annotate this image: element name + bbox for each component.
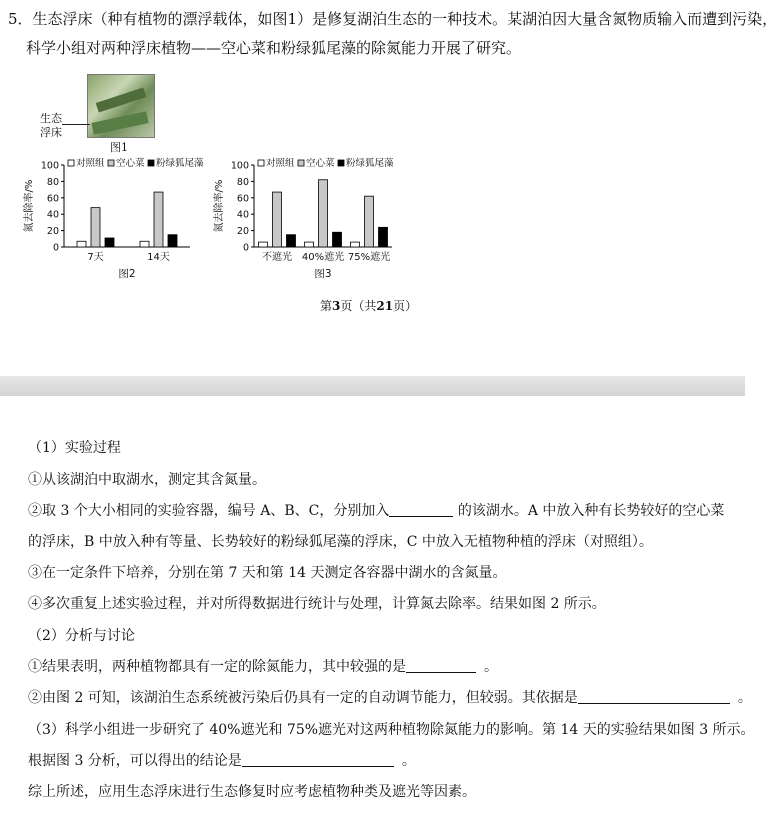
q21-end: 。	[484, 659, 498, 675]
footer-total-pages: 21	[376, 299, 394, 313]
footer-pre: 第	[320, 299, 333, 313]
q21-text: ①结果表明，两种植物都具有一定的除氮能力，其中较强的是	[28, 659, 406, 675]
y-tick-label: 40	[46, 209, 59, 221]
legend-swatch	[148, 160, 154, 166]
figure1-pointer-line	[62, 124, 90, 125]
legend-swatch	[108, 160, 114, 166]
y-axis-label: 氮去除率/%	[214, 179, 225, 233]
x-tick-label: 14天	[147, 252, 170, 263]
bar	[105, 238, 114, 247]
bar	[273, 192, 282, 247]
bar	[140, 241, 149, 247]
y-tick-label: 60	[46, 193, 59, 205]
legend-swatch	[298, 160, 304, 166]
bar	[365, 196, 374, 247]
figure-caption: 图2	[118, 268, 136, 280]
question-2-2	[28, 688, 752, 708]
y-tick-label: 80	[236, 176, 249, 188]
figure3-chart	[212, 155, 412, 285]
figure1-caption: 图1	[110, 141, 128, 154]
y-tick-label: 20	[236, 226, 249, 238]
x-tick-label: 不遮光	[262, 252, 292, 263]
summary-line: 综上所述，应用生态浮床进行生态修复时应考虑植物种类及遮光等因素。	[28, 784, 476, 800]
step-4: ④多次重复上述实验过程，并对所得数据进行统计与处理，计算氮去除率。结果如图 2 所示。	[28, 596, 606, 612]
legend-swatch	[338, 160, 344, 166]
y-tick-label: 40	[236, 209, 249, 221]
y-tick-label: 60	[236, 193, 249, 205]
bar	[168, 235, 177, 247]
q3-text: 根据图 3 分析，可以得出的结论是	[28, 753, 242, 769]
question-line-1: 5．生态浮床（种有植物的漂浮载体，如图1）是修复湖泊生态的一种技术。某湖泊因大量含氮物质输入而遭到污染，	[8, 10, 777, 28]
legend-swatch	[68, 160, 74, 166]
section1-heading: （1）实验过程	[28, 440, 121, 456]
bar	[333, 232, 342, 247]
section2-heading: （2）分析与讨论	[28, 628, 135, 644]
page-4-top	[0, 396, 755, 813]
bar	[379, 227, 388, 247]
y-tick-label: 80	[46, 176, 59, 188]
x-tick-label: 75%遮光	[347, 252, 391, 263]
bar	[319, 180, 328, 247]
legend-label: 空心菜	[116, 158, 145, 169]
legend-label: 对照组	[76, 158, 105, 169]
footer-mid: 页（共	[340, 299, 377, 313]
y-axis-label: 氮去除率/%	[24, 179, 35, 233]
legend-label: 对照组	[266, 158, 295, 169]
legend-label: 粉绿狐尾藻	[346, 158, 394, 169]
bar	[351, 242, 360, 247]
q3-end: 。	[401, 753, 416, 769]
bar	[259, 242, 268, 247]
bar	[91, 208, 100, 247]
q22-end: 。	[737, 690, 752, 706]
footer-post: 页）	[393, 299, 418, 313]
question-2-1	[28, 657, 498, 677]
figure1-label-line1: 生态	[40, 112, 62, 125]
x-tick-label: 40%遮光	[301, 252, 345, 263]
bar	[154, 192, 163, 247]
page-separator	[0, 376, 745, 396]
q22-text: ②由图 2 可知，该湖泊生态系统被污染后仍具有一定的自动调节能力，但较弱。其依据是	[28, 690, 578, 706]
step-1: ①从该湖泊中取湖水，测定其含氮量。	[28, 472, 266, 488]
x-tick-label: 7天	[87, 252, 104, 263]
step-3: ③在一定条件下培养，分别在第 7 天和第 14 天测定各容器中湖水的含氮量。	[28, 565, 507, 581]
step-2-line2: 的浮床，B 中放入种有等量、长势较好的粉绿狐尾藻的浮床，C 中放入无植物种植的浮床（对照组）。	[28, 534, 653, 550]
figure-caption: 图3	[314, 268, 332, 280]
y-tick-label: 20	[46, 226, 59, 238]
floating-bed-photo	[87, 74, 155, 138]
answer-blank-volume[interactable]	[389, 502, 453, 517]
legend-swatch	[258, 160, 264, 166]
y-tick-label: 100	[230, 160, 249, 172]
footer-page-number: 3	[332, 299, 341, 313]
figure1-label-line2: 浮床	[40, 126, 62, 139]
legend-label: 空心菜	[306, 158, 335, 169]
answer-blank-evidence[interactable]	[578, 689, 730, 704]
figure2-chart	[20, 155, 210, 285]
legend-label: 粉绿狐尾藻	[156, 158, 204, 169]
question-line-2: 科学小组对两种浮床植物——空心菜和粉绿狐尾藻的除氮能力开展了研究。	[26, 39, 522, 57]
answer-blank-conclusion[interactable]	[242, 752, 394, 767]
step-2-text-b: 的该湖水。A 中放入种有长势较好的空心菜	[453, 503, 725, 519]
bar	[305, 242, 314, 247]
y-tick-label: 0	[242, 242, 249, 254]
bar	[287, 235, 296, 247]
y-tick-label: 0	[52, 242, 59, 254]
step-2-line1	[28, 501, 724, 521]
page-footer	[320, 297, 417, 314]
y-tick-label: 100	[40, 160, 59, 172]
answer-blank-stronger-plant[interactable]	[406, 658, 476, 673]
step-2-text-a: ②取 3 个大小相同的实验容器，编号 A、B、C，分别加入	[28, 503, 390, 519]
question-3-line1: （3）科学小组进一步研究了 40%遮光和 75%遮光对这两种植物除氮能力的影响。第 14 天的实验结果如图 3 所示。	[28, 722, 755, 738]
page-3-bottom	[0, 0, 777, 376]
question-3-line2	[28, 751, 416, 771]
bar	[77, 241, 86, 247]
